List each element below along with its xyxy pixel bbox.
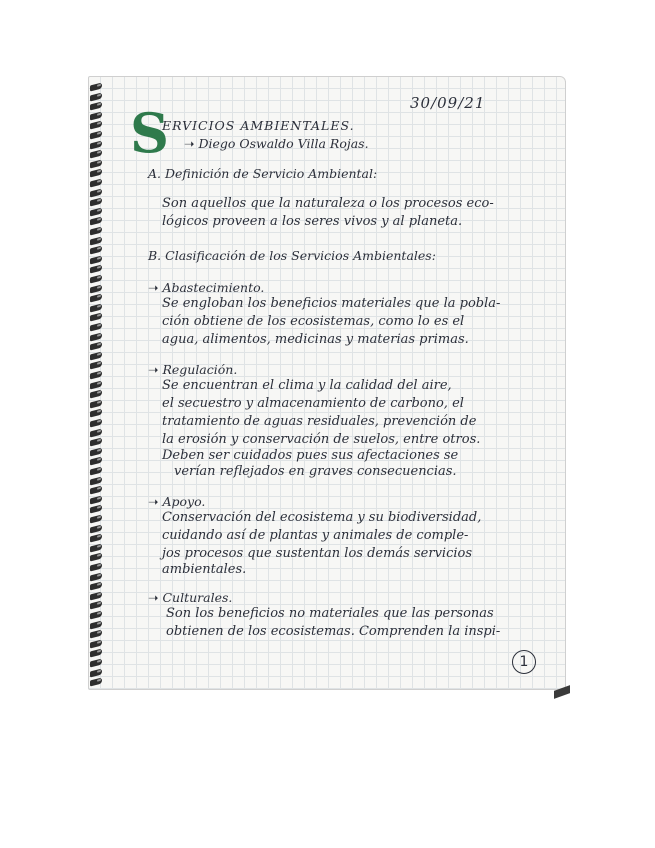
item-line: Se encuentran el clima y la calidad del aire, [162, 378, 452, 393]
item-line: cuidando así de plantas y animales de comple- [162, 528, 469, 543]
spiral-ring [90, 495, 102, 504]
arrow-right-icon: ➝ [148, 494, 163, 509]
spiral-binding [88, 76, 106, 690]
spiral-ring [90, 255, 102, 264]
spiral-ring [90, 313, 102, 322]
spiral-ring [90, 447, 102, 456]
spiral-ring [90, 150, 102, 159]
item-line: la erosión y conservación de suelos, entre otros. [162, 432, 481, 447]
page-title: ERVICIOS AMBIENTALES. [162, 118, 355, 133]
spiral-ring [90, 399, 102, 408]
item-title-regulacion: ➝ Regulación. [148, 362, 238, 377]
spiral-ring [90, 275, 102, 284]
arrow-right-icon: ➝ [148, 362, 163, 377]
title-initial: S [130, 101, 169, 165]
item-line: Conservación del ecosistema y su biodiversidad, [162, 510, 482, 525]
spiral-ring [90, 649, 102, 658]
spiral-ring [90, 380, 102, 389]
arrow-right-icon: ➝ [184, 136, 199, 151]
item-line: ción obtiene de los ecosistemas, como lo es el [162, 314, 465, 329]
item-title-apoyo: ➝ Apoyo. [148, 494, 206, 509]
notebook-page [88, 76, 566, 690]
spiral-ring [90, 630, 102, 639]
item-line: Se engloban los beneficios materiales que la pobla- [162, 296, 501, 311]
page-number: 1 [512, 650, 536, 674]
spiral-ring [90, 620, 102, 629]
item-line: obtienen de los ecosistemas. Comprenden la inspi- [166, 624, 501, 639]
spiral-ring [90, 601, 102, 610]
spiral-ring [90, 457, 102, 466]
spiral-ring [90, 486, 102, 495]
spiral-ring [90, 390, 102, 399]
arrow-right-icon: ➝ [148, 590, 163, 605]
spiral-ring [90, 371, 102, 380]
spiral-ring [90, 476, 102, 485]
section-b-heading: B. Clasificación de los Servicios Ambientales: [148, 248, 436, 263]
spiral-ring [90, 351, 102, 360]
spiral-ring [90, 515, 102, 524]
item-title-culturales: ➝ Culturales. [148, 590, 233, 605]
spiral-ring [90, 332, 102, 341]
spiral-ring [90, 303, 102, 312]
spiral-ring [90, 409, 102, 418]
spiral-ring [90, 591, 102, 600]
item-line: jos procesos que sustentan los demás servicios [162, 546, 473, 561]
spiral-ring [90, 294, 102, 303]
spiral-ring [90, 563, 102, 572]
spiral-ring [90, 246, 102, 255]
spiral-ring [90, 131, 102, 140]
spiral-ring [90, 668, 102, 677]
item-line: tratamiento de aguas residuales, prevención de [162, 414, 477, 429]
spiral-ring [90, 111, 102, 120]
spiral-ring [90, 92, 102, 101]
item-line: el secuestro y almacenamiento de carbono, el [162, 396, 464, 411]
page-corner-mark [554, 685, 570, 699]
spiral-ring [90, 438, 102, 447]
spiral-ring [90, 524, 102, 533]
section-a-heading: A. Definición de Servicio Ambiental: [148, 166, 378, 181]
item-title-abastecimiento: ➝ Abastecimiento. [148, 280, 265, 295]
spiral-ring [90, 198, 102, 207]
author-line [184, 136, 369, 151]
spiral-ring [90, 419, 102, 428]
section-a-line-2: lógicos proveen a los seres vivos y al planeta. [162, 214, 463, 229]
spiral-ring [90, 179, 102, 188]
spiral-ring [90, 169, 102, 178]
spiral-ring [90, 236, 102, 245]
spiral-ring [90, 678, 102, 687]
item-line: verían reflejados en graves consecuencias. [174, 464, 457, 479]
spiral-ring [90, 159, 102, 168]
item-line: ambientales. [162, 562, 247, 577]
spiral-ring [90, 543, 102, 552]
spiral-ring [90, 284, 102, 293]
spiral-ring [90, 217, 102, 226]
spiral-ring [90, 121, 102, 130]
spiral-ring [90, 227, 102, 236]
spiral-ring [90, 207, 102, 216]
section-a-line-1: Son aquellos que la naturaleza o los procesos eco- [162, 196, 494, 211]
spiral-ring [90, 188, 102, 197]
spiral-ring [90, 659, 102, 668]
spiral-ring [90, 639, 102, 648]
spiral-ring [90, 140, 102, 149]
spiral-ring [90, 83, 102, 92]
spiral-ring [90, 534, 102, 543]
item-line: Deben ser cuidados pues sus afectaciones se [162, 448, 459, 463]
spiral-ring [90, 361, 102, 370]
spiral-ring [90, 553, 102, 562]
arrow-right-icon: ➝ [148, 280, 163, 295]
spiral-ring [90, 505, 102, 514]
item-line: Son los beneficios no materiales que las personas [166, 606, 494, 621]
spiral-ring [90, 467, 102, 476]
date: 30/09/21 [410, 94, 486, 112]
spiral-ring [90, 572, 102, 581]
spiral-ring [90, 428, 102, 437]
spiral-ring [90, 342, 102, 351]
author-name: Diego Oswaldo Villa Rojas. [198, 136, 369, 151]
spiral-ring [90, 102, 102, 111]
spiral-ring [90, 265, 102, 274]
spiral-ring [90, 323, 102, 332]
spiral-ring [90, 611, 102, 620]
spiral-ring [90, 582, 102, 591]
item-line: agua, alimentos, medicinas y materias primas. [162, 332, 469, 347]
